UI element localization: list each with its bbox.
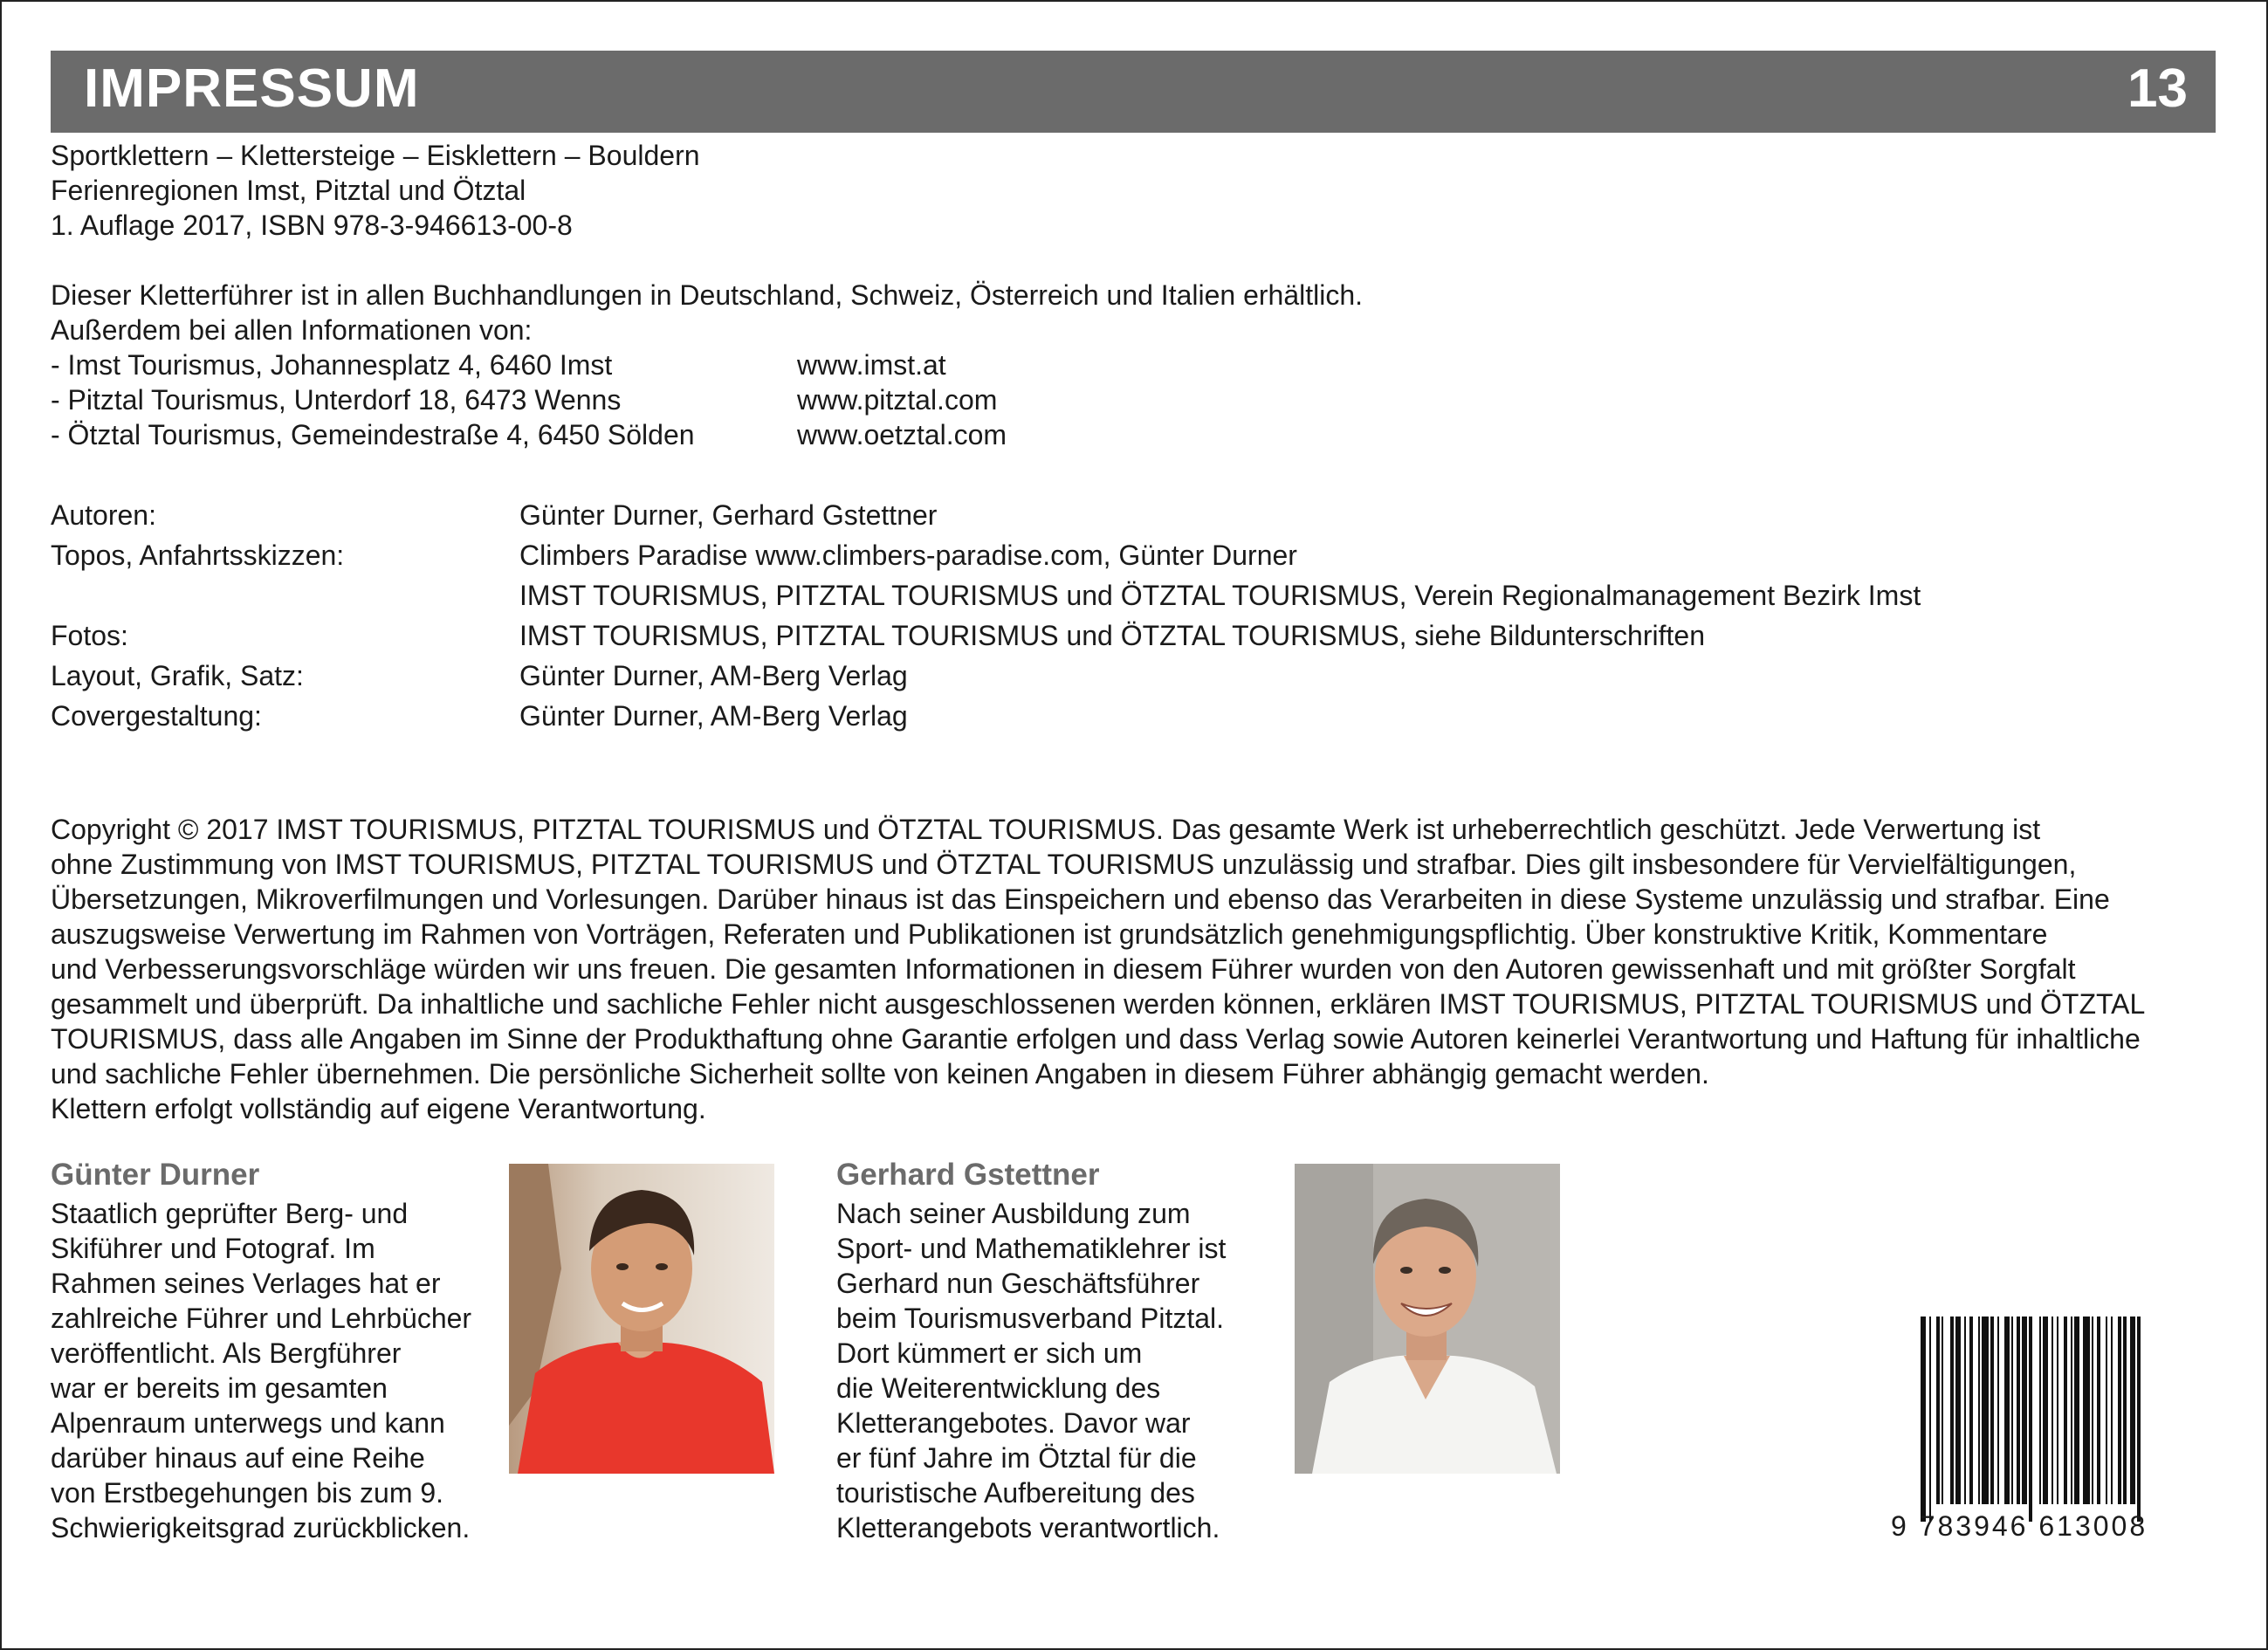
office-row xyxy=(51,417,1007,452)
author-bio xyxy=(51,1196,471,1545)
bio-line: er fünf Jahre im Ötztal für die xyxy=(836,1442,1197,1474)
office-url[interactable]: www.imst.at xyxy=(797,349,946,381)
office-row xyxy=(51,382,998,417)
page-title: IMPRESSUM xyxy=(84,58,420,119)
credit-value: IMST TOURISMUS, PITZTAL TOURISMUS und ÖTZTAL TOURISMUS, siehe Bildunterschriften xyxy=(519,620,1705,651)
bio-line: Gerhard nun Geschäftsführer xyxy=(836,1268,1200,1299)
credit-row xyxy=(51,618,1705,653)
book-regions: Ferienregionen Imst, Pitztal und Ötztal xyxy=(51,175,526,206)
copyright-line: Klettern erfolgt vollständig auf eigene Verantwortung. xyxy=(51,1093,706,1124)
bio-line: beim Tourismusverband Pitztal. xyxy=(836,1303,1225,1334)
copyright-line: gesammelt und überprüft. Da inhaltliche und sachliche Fehler nicht ausgeschlossenen werden können, erklären IMST TOURISMUS, PITZTAL TOURISMUS und ÖTZTAL xyxy=(51,988,2146,1020)
credit-value: Günter Durner, Gerhard Gstettner xyxy=(519,499,938,531)
credit-label: Autoren: xyxy=(51,499,156,531)
bio-line: von Erstbegehungen bis zum 9. xyxy=(51,1477,444,1509)
availability-info xyxy=(51,278,1363,347)
credit-value: Climbers Paradise www.climbers-paradise.com, Günter Durner xyxy=(519,540,1297,571)
credit-row xyxy=(51,538,1297,573)
credit-label: Covergestaltung: xyxy=(51,700,262,732)
page-header xyxy=(51,51,2216,133)
book-info xyxy=(51,138,700,243)
bio-line: Schwierigkeitsgrad zurückblicken. xyxy=(51,1512,471,1543)
bio-line: Kletterangebots verantwortlich. xyxy=(836,1512,1220,1543)
credit-row xyxy=(51,698,908,733)
credit-value: IMST TOURISMUS, PITZTAL TOURISMUS und ÖTZTAL TOURISMUS, Verein Regionalmanagement Bezirk Imst xyxy=(519,580,1921,611)
bio-line: Rahmen seines Verlages hat er xyxy=(51,1268,441,1299)
copyright-notice xyxy=(51,812,2224,1126)
office-address: - Ötztal Tourismus, Gemeindestraße 4, 6450 Sölden xyxy=(51,419,695,450)
office-address: - Imst Tourismus, Johannesplatz 4, 6460 Imst xyxy=(51,349,613,381)
bio-line: Dort kümmert er sich um xyxy=(836,1337,1143,1369)
page-number: 13 xyxy=(2127,58,2188,119)
copyright-line: und Verbesserungsvorschläge würden wir uns freuen. Die gesamten Informationen in diesem Führer wurden von den Autoren gewissenhaft und mit größter Sorgfalt xyxy=(51,953,2076,985)
bio-line: touristische Aufbereitung des xyxy=(836,1477,1195,1509)
bio-line: veröffentlicht. Als Bergführer xyxy=(51,1337,402,1369)
bio-line: Kletterangebotes. Davor war xyxy=(836,1407,1191,1439)
copyright-line: Copyright © 2017 IMST TOURISMUS, PITZTAL TOURISMUS und ÖTZTAL TOURISMUS. Das gesamte Werk ist urheberrechtlich geschützt. Jede Verwertung ist xyxy=(51,814,2041,845)
credit-value: Günter Durner, AM-Berg Verlag xyxy=(519,660,908,691)
availability-intro: Außerdem bei allen Informationen von: xyxy=(51,314,533,346)
book-subtitle: Sportklettern – Klettersteige – Eisklettern – Bouldern xyxy=(51,140,700,171)
isbn-barcode xyxy=(1921,1317,2182,1522)
bio-line: war er bereits im gesamten xyxy=(51,1372,388,1404)
copyright-line: TOURISMUS, dass alle Angaben im Sinne der Produkthaftung ohne Garantie erfolgen und dass Verlag sowie Autoren keinerlei Verantwortung und Haftung für inhaltliche xyxy=(51,1023,2141,1055)
author-name: Günter Durner xyxy=(51,1158,260,1192)
bio-line: darüber hinaus auf eine Reihe xyxy=(51,1442,425,1474)
author-photo-durner xyxy=(509,1164,774,1474)
availability-text: Dieser Kletterführer ist in allen Buchhandlungen in Deutschland, Schweiz, Österreich und Italien erhältlich. xyxy=(51,279,1364,311)
office-url[interactable]: www.oetztal.com xyxy=(797,419,1007,450)
credit-value: Günter Durner, AM-Berg Verlag xyxy=(519,700,908,732)
credit-row xyxy=(51,658,908,693)
bio-line: Skiführer und Fotograf. Im xyxy=(51,1233,375,1264)
bio-line: Staatlich geprüfter Berg- und xyxy=(51,1198,409,1229)
bio-line: Sport- und Mathematiklehrer ist xyxy=(836,1233,1227,1264)
office-url[interactable]: www.pitztal.com xyxy=(797,384,998,416)
copyright-line: Übersetzungen, Mikroverfilmungen und Vorlesungen. Darüber hinaus ist das Einspeichern und ebenso das Verarbeiten in diese Systeme unzulässig und strafbar. Eine xyxy=(51,883,2110,915)
credit-label: Topos, Anfahrtsskizzen: xyxy=(51,540,345,571)
bio-line: Nach seiner Ausbildung zum xyxy=(836,1198,1191,1229)
author-photo-gstettner xyxy=(1295,1164,1560,1474)
copyright-line: und sachliche Fehler übernehmen. Die persönliche Sicherheit sollte von keinen Angaben in diesem Führer abhängig gemacht werden. xyxy=(51,1058,1709,1090)
office-row xyxy=(51,347,946,382)
barcode-digits: 9 783946 613008 xyxy=(1891,1510,2148,1542)
office-address: - Pitztal Tourismus, Unterdorf 18, 6473 Wenns xyxy=(51,384,622,416)
credit-label: Layout, Grafik, Satz: xyxy=(51,660,304,691)
bio-line: Alpenraum unterwegs und kann xyxy=(51,1407,445,1439)
copyright-line: auszugsweise Verwertung im Rahmen von Vorträgen, Referaten und Publikationen ist grundsätzlich genehmigungspflichtig. Über konstruktive Kritik, Kommentare xyxy=(51,918,2048,950)
book-edition-isbn: 1. Auflage 2017, ISBN 978-3-946613-00-8 xyxy=(51,210,573,241)
copyright-line: ohne Zustimmung von IMST TOURISMUS, PITZTAL TOURISMUS und ÖTZTAL TOURISMUS unzulässig und strafbar. Dies gilt insbesondere für Vervielfältigungen, xyxy=(51,849,2077,880)
bio-line: die Weiterentwicklung des xyxy=(836,1372,1161,1404)
bio-line: zahlreiche Führer und Lehrbücher xyxy=(51,1303,472,1334)
author-bio xyxy=(836,1196,1226,1545)
author-name: Gerhard Gstettner xyxy=(836,1158,1100,1192)
credit-row xyxy=(51,498,938,533)
credit-label: Fotos: xyxy=(51,620,128,651)
